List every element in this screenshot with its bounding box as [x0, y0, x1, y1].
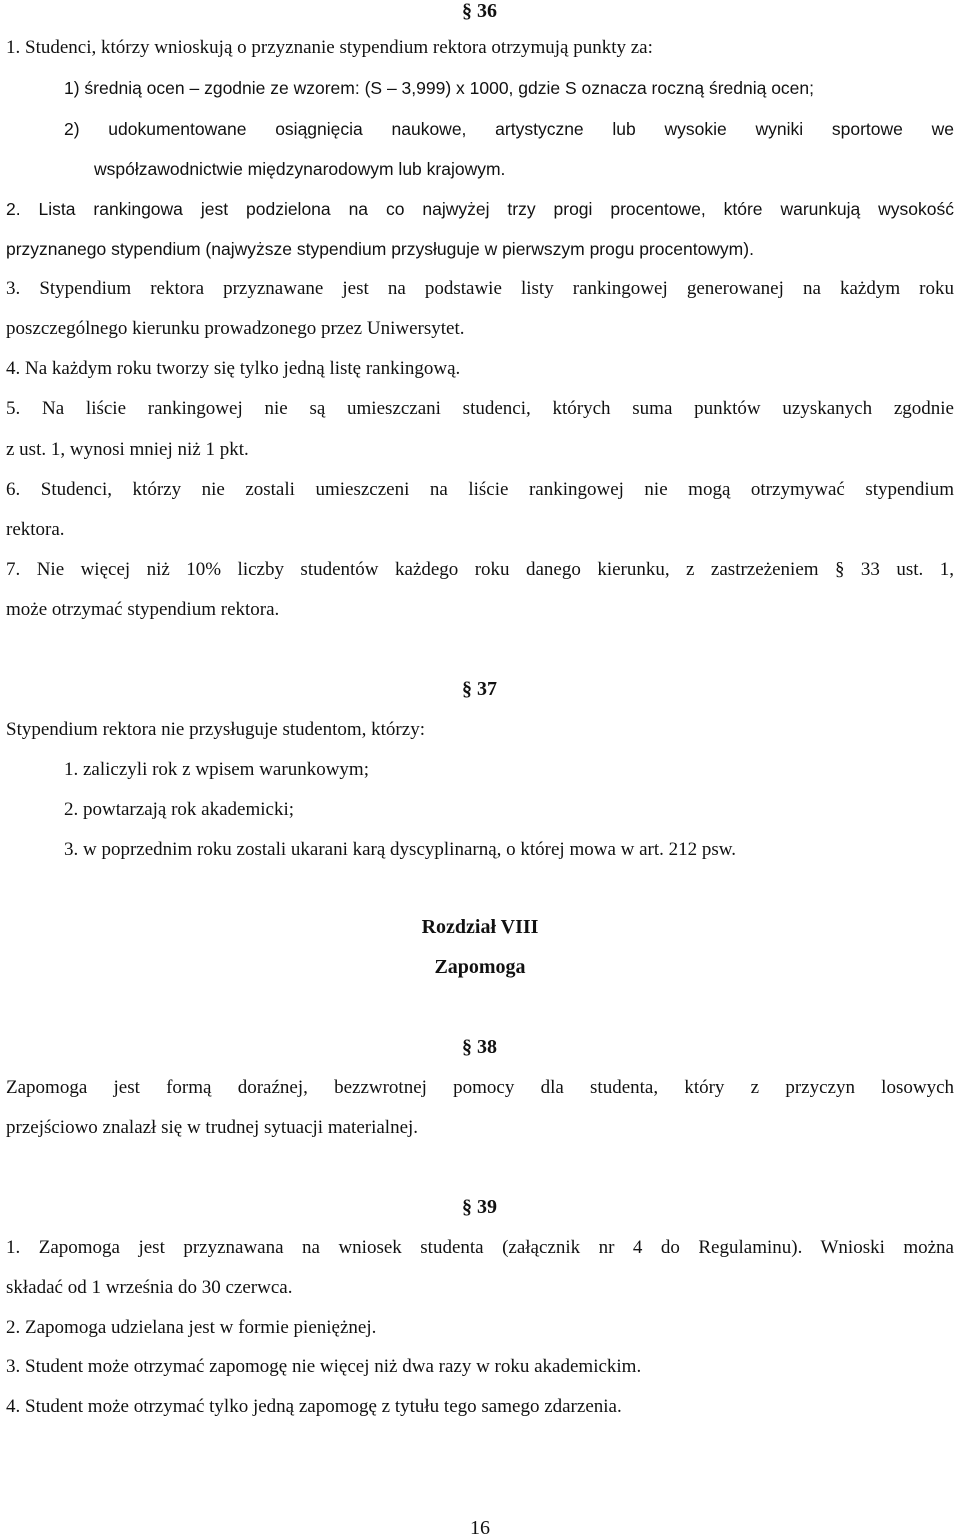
- s36-point-2-line-1: 2. Lista rankingowa jest podzielona na co najwyżej trzy progi procentowe, które warunkują wysokość: [6, 199, 954, 219]
- s36-point-4: 4. Na każdym roku tworzy się tylko jedną listę rankingową.: [6, 358, 461, 379]
- s39-point-3: 3. Student może otrzymać zapomogę nie więcej niż dwa razy w roku akademickim.: [6, 1356, 642, 1377]
- page-number: 16: [470, 1517, 490, 1539]
- s36-point-1: 1. Studenci, którzy wnioskują o przyznanie stypendium rektora otrzymują punkty za:: [6, 37, 653, 58]
- s37-item-3: 3. w poprzednim roku zostali ukarani karą dyscyplinarną, o której mowa w art. 212 psw.: [64, 839, 737, 860]
- s39-point-2: 2. Zapomoga udzielana jest w formie pieniężnej.: [6, 1317, 377, 1338]
- s37-item-2: 2. powtarzają rok akademicki;: [64, 799, 295, 820]
- s36-point-3-line-1: 3. Stypendium rektora przyznawane jest na podstawie listy rankingowej generowanej na każdym roku: [6, 278, 954, 299]
- s36-point-5-line-2: z ust. 1, wynosi mniej niż 1 pkt.: [6, 439, 249, 460]
- chapter-subtitle: Zapomoga: [434, 956, 526, 978]
- s36-point-1-item-1: 1) średnią ocen – zgodnie ze wzorem: (S – 3,999) x 1000, gdzie S oznacza roczną średnią ocen;: [64, 78, 815, 98]
- section-39-heading: § 39: [462, 1196, 497, 1218]
- s38-text-line-1: Zapomoga jest formą doraźnej, bezzwrotnej pomocy dla studenta, który z przyczyn losowych: [6, 1077, 954, 1098]
- s39-point-4: 4. Student może otrzymać tylko jedną zapomogę z tytułu tego samego zdarzenia.: [6, 1396, 622, 1417]
- s37-item-1: 1. zaliczyli rok z wpisem warunkowym;: [64, 759, 369, 780]
- s36-point-5-line-1: 5. Na liście rankingowej nie są umieszczani studenci, których suma punktów uzyskanych zgodnie: [6, 398, 954, 419]
- s36-point-2-line-2: przyznanego stypendium (najwyższe stypendium przysługuje w pierwszym progu procentowym).: [6, 239, 754, 259]
- s36-point-1-item-2-line-1: 2) udokumentowane osiągnięcia naukowe, artystyczne lub wysokie wyniki sportowe we: [64, 119, 954, 139]
- chapter-title: Rozdział VIII: [421, 916, 539, 938]
- s39-point-1-line-1: 1. Zapomoga jest przyznawana na wniosek studenta (załącznik nr 4 do Regulaminu). Wnioski można: [6, 1237, 954, 1258]
- s36-point-6-line-1: 6. Studenci, którzy nie zostali umieszczeni na liście rankingowej nie mogą otrzymywać stypendium: [6, 479, 954, 500]
- section-36-heading: § 36: [462, 0, 497, 22]
- s37-intro: Stypendium rektora nie przysługuje studentom, którzy:: [6, 719, 425, 740]
- s36-point-6-line-2: rektora.: [6, 519, 65, 540]
- section-37-heading: § 37: [462, 678, 497, 700]
- section-38-heading: § 38: [462, 1036, 497, 1058]
- s38-text-line-2: przejściowo znalazł się w trudnej sytuacji materialnej.: [6, 1117, 419, 1138]
- s36-point-7-line-1: 7. Nie więcej niż 10% liczby studentów każdego roku danego kierunku, z zastrzeżeniem § 33 ust. 1,: [6, 559, 954, 580]
- s36-point-3-line-2: poszczególnego kierunku prowadzonego przez Uniwersytet.: [6, 318, 465, 339]
- s39-point-1-line-2: składać od 1 września do 30 czerwca.: [6, 1277, 293, 1298]
- s36-point-7-line-2: może otrzymać stypendium rektora.: [6, 599, 280, 620]
- s36-point-1-item-2-line-2: współzawodnictwie międzynarodowym lub krajowym.: [94, 159, 506, 179]
